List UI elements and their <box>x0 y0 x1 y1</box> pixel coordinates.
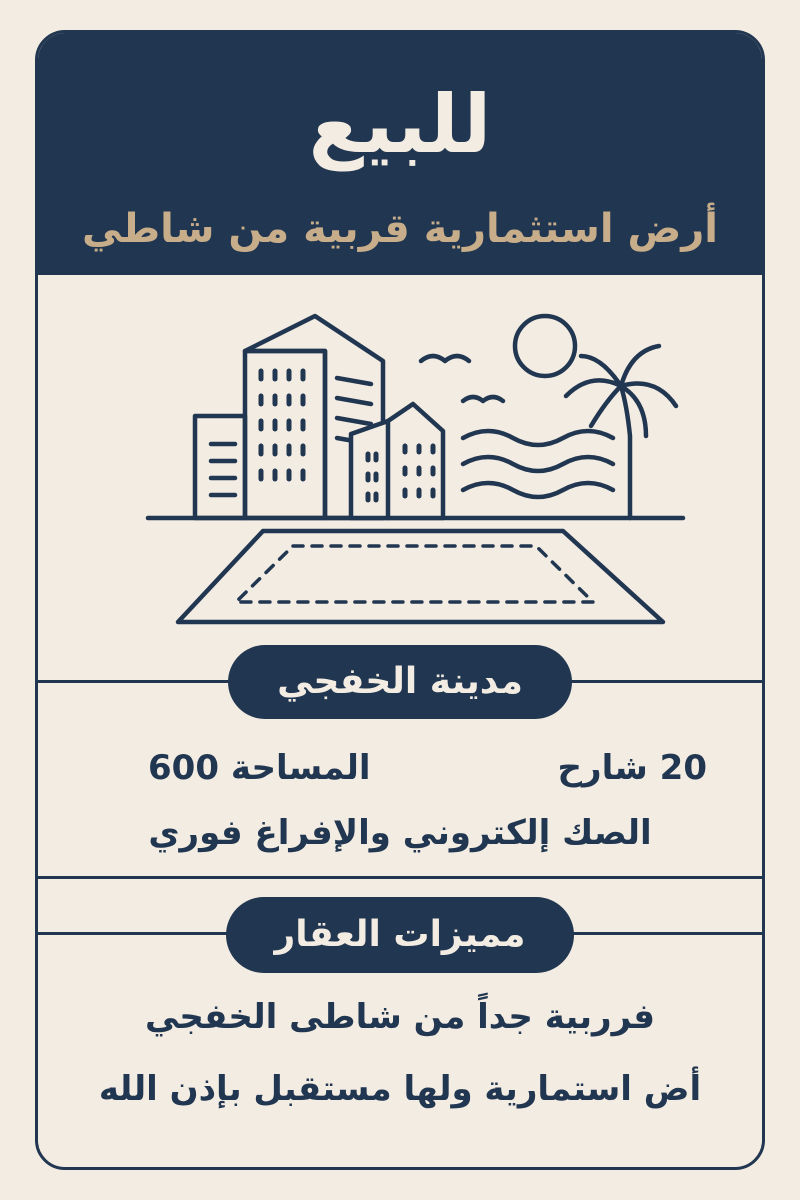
listing-card <box>35 30 765 1170</box>
page-title: للبيع <box>308 78 492 171</box>
street-width: 20 شارح <box>557 748 707 788</box>
header-banner <box>38 33 762 275</box>
page-subtitle: أرض استثمارية قربية من شاطي <box>81 206 719 252</box>
divider-details <box>38 876 762 879</box>
land-area: المساحة 600 <box>148 748 371 788</box>
features-badge: مميزات العقار <box>226 897 574 973</box>
feature-line-2: أض استمارية ولها مستقبل بإذن الله <box>98 1069 702 1109</box>
city-beach-land-icon <box>143 306 698 626</box>
feature-line-1: فرربية جداً من شاطى الخفجي <box>145 997 655 1037</box>
city-badge: مدينة الخفجي <box>228 645 572 719</box>
deed-info: الصك إلكتروني والإفراغ فوري <box>148 813 652 853</box>
